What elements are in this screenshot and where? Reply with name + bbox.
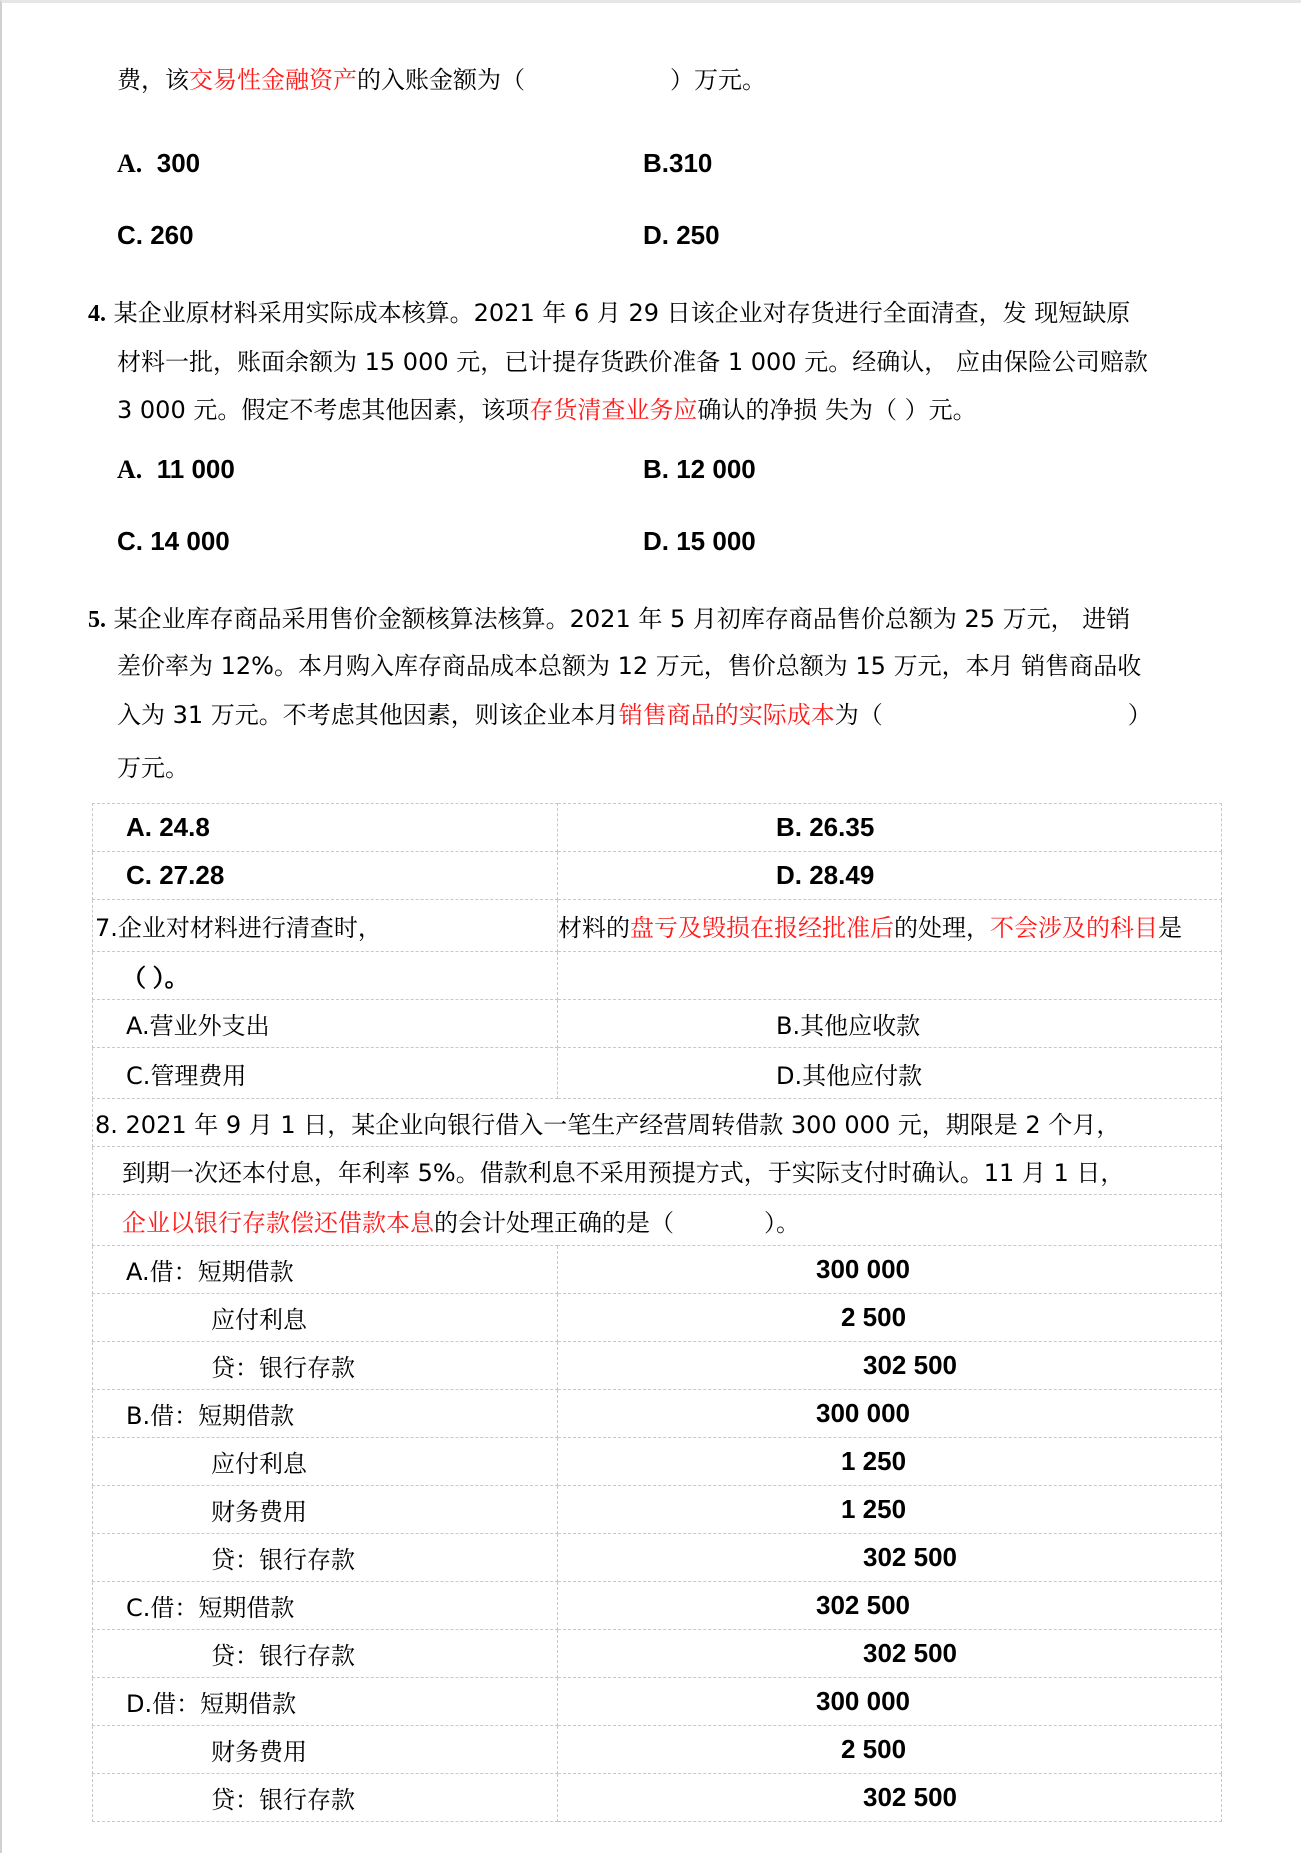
q3-stem (117, 65, 766, 95)
q4-text: 确认的净损 失为（ ）元。 (697, 396, 977, 424)
table-row (93, 852, 1222, 900)
q3-highlight: 交易性金融资产 (189, 66, 357, 94)
option-letter: A. (117, 149, 143, 178)
q5-option-d[interactable]: D. 28.49 (776, 860, 875, 890)
account-label: 应付利息 (211, 1306, 307, 1334)
q3-text: 费，该 (117, 66, 189, 94)
journal-entry-row (93, 1486, 1222, 1534)
account-label: B.借：短期借款 (126, 1402, 295, 1430)
account-label: 贷：银行存款 (211, 1786, 355, 1814)
option-letter: A. (117, 455, 143, 484)
q7-stem-a: 7.企业对材料进行清查时， (95, 914, 382, 942)
table-row (93, 1000, 1222, 1048)
option-value: 11 000 (156, 454, 235, 484)
journal-entry-row (93, 1630, 1222, 1678)
amount: 1 250 (841, 1494, 907, 1524)
journal-entry-row (93, 1534, 1222, 1582)
account-label: A.借：短期借款 (126, 1258, 294, 1286)
amount: 302 500 (863, 1782, 957, 1812)
q3-text: ）万元。 (670, 66, 766, 94)
table-row (93, 804, 1222, 852)
q8-line-2: 到期一次还本付息，年利率 5%。借款利息不采用预提方式，于实际支付时确认。11 月 1 日， (122, 1159, 1125, 1187)
journal-entry-row (93, 1294, 1222, 1342)
q4-text: 3 000 元。假定不考虑其他因素，该项 (117, 396, 530, 424)
account-label: 贷：银行存款 (211, 1546, 355, 1574)
q7-highlight: 盘亏及毁损在报经批准后 (630, 914, 894, 942)
q5-option-c[interactable]: C. 27.28 (126, 860, 225, 890)
q5-line-2: 差价率为 12%。本月购入库存商品成本总额为 12 万元，售价总额为 15 万元，本月 销售商品收 (117, 652, 1142, 680)
table-row (93, 900, 1222, 952)
q7-text: 材料的 (558, 914, 630, 942)
q4-text: 某企业原材料采用实际成本核算。2021 年 6 月 29 日该企业对存货进行全面清查，发 现短缺原 (113, 299, 1131, 327)
option-value: 300 (156, 148, 201, 178)
q8-text: ）。 (764, 1208, 800, 1237)
amount: 2 500 (841, 1734, 907, 1764)
account-label: 贷：银行存款 (211, 1642, 355, 1670)
table-row (93, 952, 1222, 1000)
journal-entry-row (93, 1246, 1222, 1294)
journal-entry-row (93, 1390, 1222, 1438)
account-label: 财务费用 (211, 1498, 307, 1526)
journal-entry-row (93, 1774, 1222, 1822)
q5-line-1 (88, 604, 1130, 635)
journal-entry-row (93, 1726, 1222, 1774)
journal-entry-row (93, 1678, 1222, 1726)
table-row (93, 1195, 1222, 1246)
q3-option-a[interactable] (117, 148, 200, 179)
q5-highlight: 销售商品的实际成本 (618, 701, 835, 729)
account-label: 贷：银行存款 (211, 1354, 355, 1382)
q5-text: 某企业库存商品采用售价金额核算法核算。2021 年 5 月初库存商品售价总额为 25 万元， 进销 (113, 605, 1131, 633)
q7-option-c[interactable]: C.管理费用 (126, 1061, 247, 1090)
amount: 302 500 (816, 1590, 910, 1620)
q5-text: 入为 31 万元。不考虑其他因素，则该企业本月 (117, 701, 619, 729)
q5-number: 5. (88, 607, 106, 633)
q7-highlight: 不会涉及的科目 (990, 914, 1158, 942)
table-row (93, 1048, 1222, 1099)
q7-option-a[interactable]: A.营业外支出 (126, 1012, 270, 1040)
q7-answer-blank: （ ）。 (122, 965, 189, 992)
q5-line-3 (117, 700, 1152, 730)
journal-entry-row (93, 1342, 1222, 1390)
q4-line-1 (88, 298, 1130, 329)
account-label: C.借：短期借款 (126, 1594, 295, 1622)
amount: 302 500 (863, 1638, 957, 1668)
q8-text: 的会计处理正确的是（ (434, 1208, 674, 1237)
q5-option-b[interactable]: B. 26.35 (776, 812, 875, 842)
q4-option-b[interactable]: B. 12 000 (643, 454, 756, 484)
q5-line-4: 万元。 (117, 754, 189, 782)
q4-option-d[interactable]: D. 15 000 (643, 526, 756, 556)
q4-option-a[interactable] (117, 454, 235, 485)
amount: 300 000 (816, 1686, 910, 1716)
q5-text: ） (1127, 701, 1152, 729)
q8-line-1: 8. 2021 年 9 月 1 日，某企业向银行借入一笔生产经营周转借款 300 000 元，期限是 2 个月， (95, 1111, 1121, 1139)
amount: 300 000 (816, 1398, 910, 1428)
q4-line-2: 材料一批，账面余额为 15 000 元，已计提存货跌价准备 1 000 元。经确认， 应由保险公司赔款 (117, 348, 1148, 376)
q3-option-c[interactable]: C. 260 (117, 220, 194, 250)
q7-option-d[interactable]: D.其他应付款 (776, 1061, 923, 1090)
q7-text: 的处理， (894, 914, 990, 942)
q3-option-b[interactable]: B.310 (643, 148, 713, 178)
account-label: 应付利息 (211, 1450, 307, 1478)
q4-option-c[interactable]: C. 14 000 (117, 526, 230, 556)
account-label: 财务费用 (211, 1738, 307, 1766)
journal-entry-row (93, 1438, 1222, 1486)
q7-option-b[interactable]: B.其他应收款 (776, 1012, 921, 1040)
q4-highlight: 存货清查业务应 (529, 396, 698, 424)
q3-text: 的入账金额为（ (357, 66, 525, 94)
q3-option-d[interactable]: D. 250 (643, 220, 720, 250)
amount: 302 500 (863, 1350, 957, 1380)
amount: 302 500 (863, 1542, 957, 1572)
amount: 2 500 (841, 1302, 907, 1332)
account-label: D.借：短期借款 (126, 1690, 297, 1718)
amount: 1 250 (841, 1446, 907, 1476)
q5-option-a[interactable]: A. 24.8 (126, 812, 210, 842)
q4-line-3 (117, 395, 977, 425)
amount: 300 000 (816, 1254, 910, 1284)
q8-highlight: 企业以银行存款偿还借款本息 (122, 1208, 434, 1237)
q4-number: 4. (88, 301, 106, 327)
journal-entry-row (93, 1582, 1222, 1630)
table-row (93, 1099, 1222, 1147)
table-row (93, 1147, 1222, 1195)
q5-text: 为（ (834, 701, 883, 729)
questions-table (92, 803, 1222, 1822)
q7-text: 是 (1158, 914, 1182, 942)
